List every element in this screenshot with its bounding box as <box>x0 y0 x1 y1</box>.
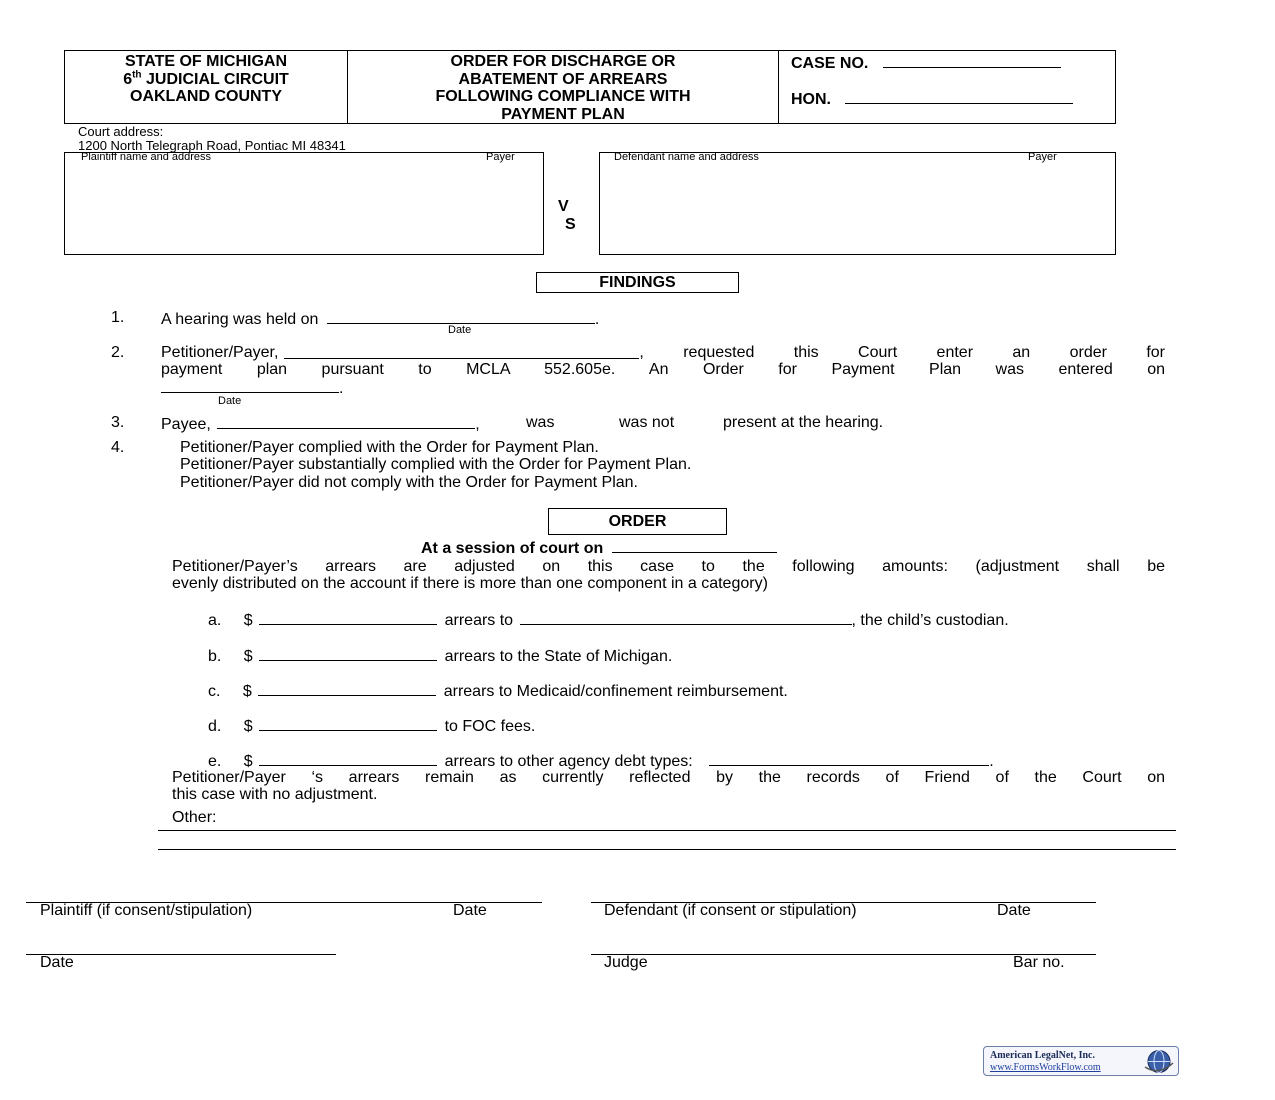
form-title-line-1: ORDER FOR DISCHARGE OR <box>450 53 676 70</box>
case-info-cell <box>779 51 1114 123</box>
date-label: Date <box>40 954 74 971</box>
remain-line-2: this case with no adjustment. <box>172 786 378 803</box>
court-county: OAKLAND COUNTY <box>130 88 282 105</box>
finding-3-number: 3. <box>111 414 125 431</box>
plaintiff-payer-label: Payer <box>486 151 515 163</box>
compliance-option-complied[interactable]: Petitioner/Payer complied with the Order for Payment Plan. <box>180 439 599 456</box>
other-line-2[interactable] <box>158 849 1176 850</box>
plaintiff-date-label: Date <box>453 902 487 919</box>
plaintiff-signature-label: Plaintiff (if consent/stipulation) <box>40 902 253 919</box>
defendant-payer-label: Payer <box>1028 151 1057 163</box>
order-item-d: d. $ to FOC fees. <box>208 718 536 735</box>
hearing-date-field[interactable] <box>327 309 595 324</box>
finding-3-tail: present at the hearing. <box>723 414 884 431</box>
defendant-label: Defendant name and address <box>614 151 759 163</box>
finding-2-line-1 <box>161 344 1165 362</box>
session-line <box>421 538 777 558</box>
finding-2-request-text: , requested this Court enter an order for <box>639 344 1165 361</box>
hon-label: HON. <box>791 91 831 108</box>
vs-v: V <box>558 198 569 215</box>
hon-field[interactable] <box>845 89 1073 104</box>
judge-label: Judge <box>604 954 648 971</box>
finding-1: A hearing was held on . <box>161 311 600 328</box>
vs-s: S <box>565 216 576 233</box>
finding-1-number: 1. <box>111 309 125 326</box>
form-title-line-3: FOLLOWING COMPLIANCE WITH <box>435 88 691 105</box>
finding-3: Payee, , <box>161 416 480 433</box>
dollar-sign: $ <box>242 683 252 700</box>
amount-e-field[interactable] <box>259 751 437 766</box>
dollar-sign: $ <box>243 648 253 665</box>
dollar-sign: $ <box>243 612 253 629</box>
defendant-signature-label: Defendant (if consent or stipulation) <box>604 902 857 919</box>
adjust-line-2: evenly distributed on the account if there is more than one component in a category) <box>172 575 768 592</box>
payee-was-not-option[interactable]: was not <box>619 414 675 431</box>
amount-a-field[interactable] <box>259 610 437 625</box>
logo-company: American LegalNet, Inc. <box>990 1050 1095 1061</box>
hearing-date-caption: Date <box>448 324 472 336</box>
finding-4-number: 4. <box>111 439 125 456</box>
petitioner-name-field[interactable] <box>284 344 639 359</box>
finding-2-line-3: . <box>161 378 343 398</box>
finding-2-number: 2. <box>111 344 125 361</box>
finding-2-line-2: payment plan pursuant to MCLA 552.605e. An Order for Payment Plan was entered on <box>161 361 1165 378</box>
court-address-label: Court address: <box>78 124 164 139</box>
court-name-cell <box>65 51 348 123</box>
defendant-box[interactable] <box>599 152 1116 255</box>
findings-heading: FINDINGS <box>599 274 676 291</box>
globe-icon <box>1142 1048 1176 1075</box>
other-label: Other: <box>172 809 217 826</box>
order-item-b: b. $ arrears to the State of Michigan. <box>208 648 673 665</box>
case-no-label: CASE NO. <box>791 55 869 72</box>
bar-no-label: Bar no. <box>1013 954 1065 971</box>
adjust-line-1: Petitioner/Payer’s arrears are adjusted on this case to the following amounts: (adjustment shall be <box>172 558 1165 575</box>
session-date-field[interactable] <box>612 538 777 553</box>
custodian-name-field[interactable] <box>520 610 852 625</box>
dollar-sign: $ <box>243 718 253 735</box>
payee-name-field[interactable] <box>217 414 475 429</box>
remain-line-1: Petitioner/Payer ‘s arrears remain as currently reflected by the records of Friend of the Court on <box>172 769 1165 786</box>
payee-was-option[interactable]: was <box>526 414 555 431</box>
order-item-e: e. $ arrears to other agency debt types: . <box>208 753 994 770</box>
plaintiff-label: Plaintiff name and address <box>81 151 212 163</box>
court-state: STATE OF MICHIGAN <box>124 53 288 70</box>
session-text: At a session of court on <box>421 540 604 557</box>
order-heading-box <box>548 508 727 535</box>
order-heading: ORDER <box>608 513 667 530</box>
form-title-cell <box>348 51 779 123</box>
compliance-option-substantially[interactable]: Petitioner/Payer substantially complied with the Order for Payment Plan. <box>180 456 692 473</box>
dollar-sign: $ <box>243 753 253 770</box>
debt-type-field[interactable] <box>709 751 989 766</box>
court-circuit: 6th JUDICIAL CIRCUIT <box>123 69 289 88</box>
findings-heading-box <box>536 272 739 293</box>
payment-plan-date-field[interactable] <box>161 378 339 393</box>
finding-2-payer-label: Petitioner/Payer, <box>161 344 279 361</box>
amount-b-field[interactable] <box>259 646 437 661</box>
logo-url[interactable]: www.FormsWorkFlow.com <box>990 1062 1101 1073</box>
compliance-option-did-not[interactable]: Petitioner/Payer did not comply with the Order for Payment Plan. <box>180 474 638 491</box>
payment-plan-date-caption: Date <box>218 395 242 407</box>
form-title-line-4: PAYMENT PLAN <box>501 105 625 123</box>
other-line-1[interactable] <box>158 830 1176 831</box>
order-item-c: c. $ arrears to Medicaid/confinement reimbursement. <box>208 683 788 700</box>
amount-d-field[interactable] <box>259 716 437 731</box>
case-no-field[interactable] <box>883 53 1061 68</box>
defendant-date-label: Date <box>997 902 1031 919</box>
header-box <box>64 50 1116 124</box>
plaintiff-box[interactable] <box>64 152 544 255</box>
forms-workflow-logo <box>983 1046 1179 1076</box>
court-address-value: 1200 North Telegraph Road, Pontiac MI 48341 <box>78 138 346 153</box>
payee-label: Payee, <box>161 416 211 433</box>
order-item-a: a. $ arrears to , the child’s custodian. <box>208 612 1009 629</box>
form-title-line-2: ABATEMENT OF ARREARS <box>458 70 668 88</box>
finding-1-text: A hearing was held on <box>161 311 319 328</box>
amount-c-field[interactable] <box>258 681 436 696</box>
